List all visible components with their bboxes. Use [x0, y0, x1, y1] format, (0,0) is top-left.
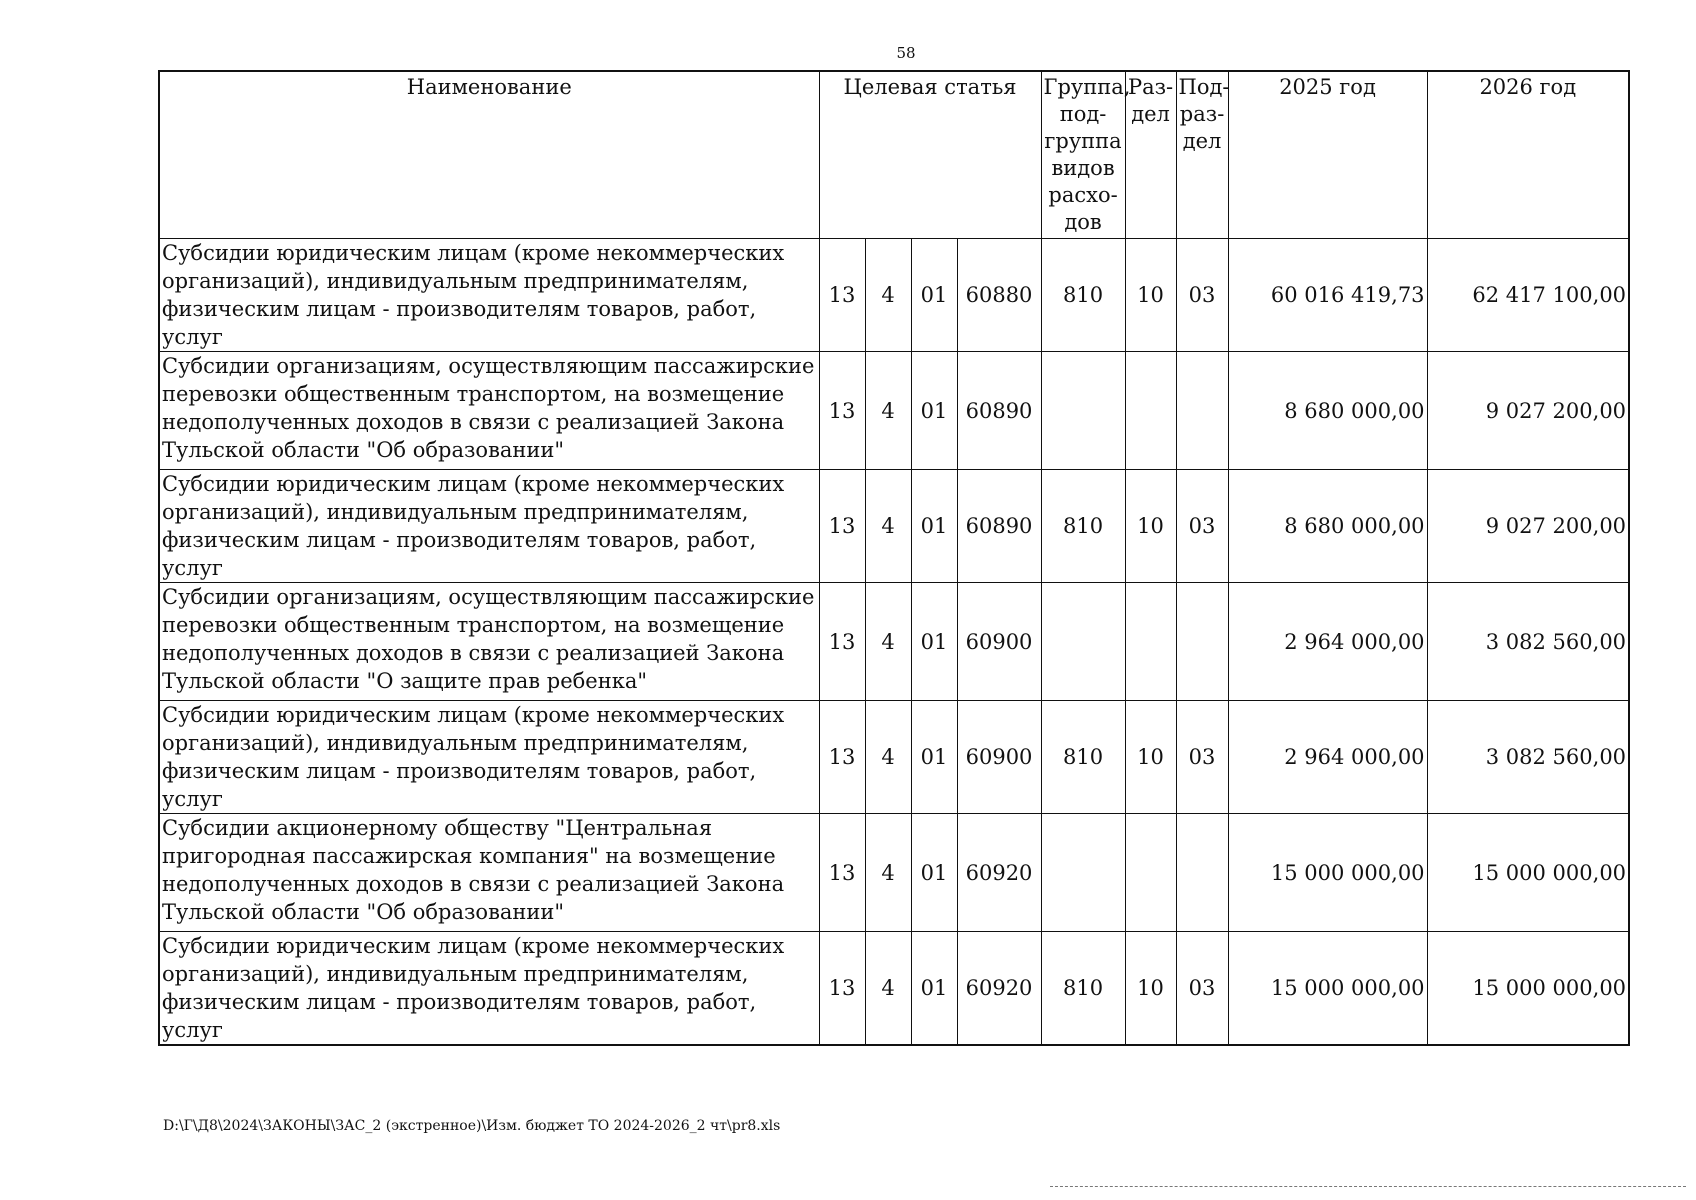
subsection-cell: 03: [1176, 932, 1228, 1046]
target-code-2: 4: [865, 701, 911, 814]
target-code-4: 60880: [957, 239, 1041, 352]
target-code-4: 60890: [957, 352, 1041, 470]
expense-group-cell: 810: [1041, 701, 1125, 814]
table-row: [159, 583, 1629, 701]
table-row: [159, 352, 1629, 470]
header-subsection: Под-раз-дел: [1176, 71, 1228, 239]
section-cell: [1125, 583, 1176, 701]
amount-2025: 2 964 000,00: [1228, 583, 1427, 701]
amount-2025: 60 016 419,73: [1228, 239, 1427, 352]
table-row: [159, 701, 1629, 814]
target-code-3: 01: [911, 352, 957, 470]
section-cell: 10: [1125, 932, 1176, 1046]
expense-group-cell: 810: [1041, 239, 1125, 352]
target-code-4: 60900: [957, 701, 1041, 814]
target-code-3: 01: [911, 814, 957, 932]
target-code-1: 13: [819, 814, 865, 932]
row-name: Субсидии организациям, осуществляющим пассажирские перевозки общественным транспортом, на возмещение недополученных доходов в связи с реализацией Закона Тульской области "Об образовании": [159, 352, 819, 470]
amount-2026: 62 417 100,00: [1427, 239, 1629, 352]
header-target-article: Целевая статья: [819, 71, 1041, 239]
amount-2026: 3 082 560,00: [1427, 583, 1629, 701]
amount-2026: 9 027 200,00: [1427, 470, 1629, 583]
amount-2025: 8 680 000,00: [1228, 470, 1427, 583]
subsection-cell: [1176, 352, 1228, 470]
target-code-1: 13: [819, 239, 865, 352]
table-row: [159, 470, 1629, 583]
table-row: [159, 814, 1629, 932]
header-name: Наименование: [159, 71, 819, 239]
subsection-cell: [1176, 814, 1228, 932]
amount-2026: 15 000 000,00: [1427, 814, 1629, 932]
amount-2026: 15 000 000,00: [1427, 932, 1629, 1046]
amount-2025: 2 964 000,00: [1228, 701, 1427, 814]
target-code-1: 13: [819, 932, 865, 1046]
section-cell: 10: [1125, 701, 1176, 814]
expense-group-cell: 810: [1041, 932, 1125, 1046]
target-code-2: 4: [865, 470, 911, 583]
bottom-divider: [1050, 1186, 1686, 1187]
header-expense-group: Группа, под-группа видов расхо-дов: [1041, 71, 1125, 239]
target-code-2: 4: [865, 352, 911, 470]
header-row: [159, 71, 1629, 239]
target-code-1: 13: [819, 470, 865, 583]
table-row: [159, 932, 1629, 1046]
target-code-4: 60890: [957, 470, 1041, 583]
target-code-2: 4: [865, 239, 911, 352]
row-name: Субсидии организациям, осуществляющим пассажирские перевозки общественным транспортом, на возмещение недополученных доходов в связи с реализацией Закона Тульской области "О защите прав ребенка": [159, 583, 819, 701]
target-code-2: 4: [865, 932, 911, 1046]
target-code-1: 13: [819, 583, 865, 701]
page-number: 58: [896, 44, 916, 62]
target-code-4: 60920: [957, 932, 1041, 1046]
header-section: Раз-дел: [1125, 71, 1176, 239]
budget-table: [158, 70, 1630, 1046]
expense-group-cell: [1041, 814, 1125, 932]
target-code-4: 60900: [957, 583, 1041, 701]
expense-group-cell: [1041, 352, 1125, 470]
target-code-1: 13: [819, 701, 865, 814]
amount-2025: 15 000 000,00: [1228, 932, 1427, 1046]
target-code-3: 01: [911, 583, 957, 701]
section-cell: [1125, 352, 1176, 470]
section-cell: 10: [1125, 470, 1176, 583]
row-name: Субсидии юридическим лицам (кроме некоммерческих организаций), индивидуальным предпринимателям, физическим лицам - производителям товаров, работ, услуг: [159, 239, 819, 352]
amount-2026: 9 027 200,00: [1427, 352, 1629, 470]
row-name: Субсидии акционерному обществу "Центральная пригородная пассажирская компания" на возмещение недополученных доходов в связи с реализацией Закона Тульской области "Об образовании": [159, 814, 819, 932]
target-code-4: 60920: [957, 814, 1041, 932]
row-name: Субсидии юридическим лицам (кроме некоммерческих организаций), индивидуальным предпринимателям, физическим лицам - производителям товаров, работ, услуг: [159, 932, 819, 1046]
subsection-cell: 03: [1176, 701, 1228, 814]
target-code-3: 01: [911, 470, 957, 583]
expense-group-cell: [1041, 583, 1125, 701]
subsection-cell: 03: [1176, 239, 1228, 352]
section-cell: 10: [1125, 239, 1176, 352]
header-year-2026: 2026 год: [1427, 71, 1629, 239]
file-path-footer: D:\Г\Д8\2024\ЗАКОНЫ\ЗАС_2 (экстренное)\Изм. бюджет ТО 2024-2026_2 чт\pr8.xls: [163, 1118, 781, 1134]
section-cell: [1125, 814, 1176, 932]
target-code-2: 4: [865, 814, 911, 932]
target-code-3: 01: [911, 701, 957, 814]
expense-group-cell: 810: [1041, 470, 1125, 583]
row-name: Субсидии юридическим лицам (кроме некоммерческих организаций), индивидуальным предпринимателям, физическим лицам - производителям товаров, работ, услуг: [159, 470, 819, 583]
row-name: Субсидии юридическим лицам (кроме некоммерческих организаций), индивидуальным предпринимателям, физическим лицам - производителям товаров, работ, услуг: [159, 701, 819, 814]
amount-2025: 15 000 000,00: [1228, 814, 1427, 932]
target-code-1: 13: [819, 352, 865, 470]
target-code-3: 01: [911, 932, 957, 1046]
subsection-cell: [1176, 583, 1228, 701]
header-year-2025: 2025 год: [1228, 71, 1427, 239]
target-code-2: 4: [865, 583, 911, 701]
amount-2026: 3 082 560,00: [1427, 701, 1629, 814]
amount-2025: 8 680 000,00: [1228, 352, 1427, 470]
target-code-3: 01: [911, 239, 957, 352]
table-row: [159, 239, 1629, 352]
subsection-cell: 03: [1176, 470, 1228, 583]
